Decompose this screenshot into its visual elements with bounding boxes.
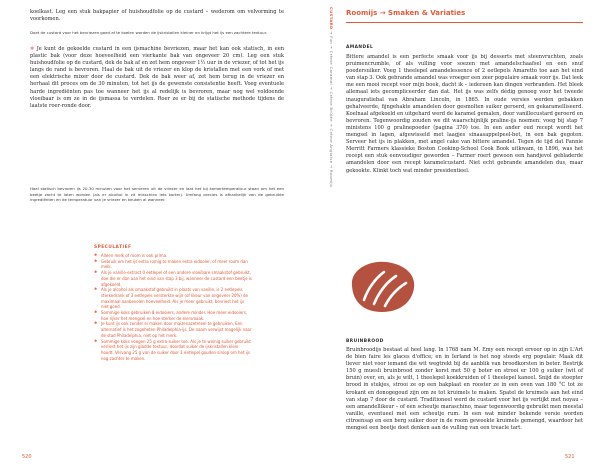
bullet-marker-icon: ✱ [94, 287, 98, 292]
running-head [329, 7, 334, 187]
bullet-marker-icon: ✱ [94, 270, 98, 275]
bread-loaf-icon [346, 256, 418, 316]
bruinbrood-text: Bruinbroodijs bestaat al heel lang. In 1768 nam M. Emy een recept ervoor op in zijn L'Art de bien faire les glaces d'office; en in Ierland is het nog steeds erg populair. Maak dit liever niet voor iemand die wit wegtrekt bij de aanblik van broodkorsten in beter. Bestrijk 150 g muesli bruinbrood zonder korst met 50 g boter en strooi er 100 g suiker (wit of bruin) over, en, als je wilt, 1 theelepel koekkruiden of 1 theelepel kaneel. Snijd de stoepter brood in stukjes, strooi ze op een bakplaat en rooster ze in een oven van 180 °C tot ze krokant en donogegoud zijn om ze tot kruimels te maken. Spatel de kruimels aan het eind van stap 7 door de custard. Traditioneel werd de custard voor het ijs vertijkt met noyau – een amandellikeur – of een scheutje maraschino, maar tegenwoordig gebruikt men meestal vanille, eventueel met een scheutje rum. In een wat minder bekende versie worden citroensap en een berg suiker door in de room geweekte kruimels gemengd, waardoor het mengsel een beetje doet denken aan de vulling van een treacle tart. [346, 347, 583, 432]
amandel-heading: AMANDEL [346, 45, 374, 50]
amandel-text: Bittere amandel is een perfecte smaak voor ijs bij desserts met steenvruchten, zoals pruimencrumble, of als vulling voor soezen met amandelschaafsel en een snuf poedersuiker. Voeg 1 theelepel amandelessence of 2 eetlepels Amaretto toe aan het eind van stap 3. Ook gebrande amandel was vroeger een zeer populaire smaak voor ijs. Dat leek me een mooi recept voor mijn boek, dacht ik – iedereen kan dingen verbranden. Het bleek allemaal iets gecompliceerder dan dat. Het ijs was zelfs dédig genoeg voor het tweede inauguratiebal van Abraham Lincoln, in 1865. In oude versies werden gebakken gehalveerde, fijngehakte amandelen door gesmolten suiker geroerd, en gekaramelliseerd. Koelnaal afgekoeld en uitgehard werd de karamel gemalen, door vanillecustard geroerd en bevroren. Tegenwoordig zouden we dit waarschijnlijk praline-ijs noemen: voeg bij stap 7 ministens 100 g pralinepoeder (pagina 370) toe. In een ander oud recept wordt het mengsel in lagen, afgewisseld met laagjes sinaasappelpeel-bet, in een bak gegoten. Serveer het ijs in plakken, met angel cake van bittere amandel. Tegen de tijd dat Fannie Merritt Farmers klassieke Boston Cooking-School Cook Book uitkwam, in 1896, was het recept een stuk eenvoudiger geworden – Farmer roert gewoon een handjevol gebladerde amandelen door een recept karamelcustard. Niet echt gebrande amandelen dus, maar gekookte. Klinkt toch wat minder presidentieel. [346, 54, 583, 174]
variation-text: Alleen melk of room is ook prima. [101, 253, 168, 258]
variation-item [94, 287, 252, 310]
running-head-chapter: CUSTARD [329, 7, 334, 30]
page-number-left: 520 [22, 454, 32, 460]
running-head-trail: → Fun → Crème Caramel → Crème Brûlée → Crème Anglaise → Roomijs [329, 31, 334, 188]
variation-text: Sommige koks gebruiken 8 eidooiers, andere minder. Hoe meer eidooiers, hoe rijker het mengsel en hoe sterker de eiersmaak. [101, 310, 248, 321]
left-paragraph-2 [30, 46, 284, 110]
left-paragraph-2-text: Je kunt de gekoelde custard in een ijsmachine bevriezen, maar het kan ook statisch, in een plastic bak (voor deze hoeveelheid een vierkante bak van ongeveer 20 cm). Leg een stuk huishoudfolie op de custard, dek de bak af en zet hem ongeveer 1½ uur in de vriezer, of tot het ijs langs de rand is bevroren. Haal de bak uit de vriezer en klop de kristallen met een vork of met een elektrische mixer door de custard. Dek de bak weer af, zet hem terug in de vriezer en herhaal dit proces om de 30 minuten, tot het ijs de gewenste consistentie heeft. Voeg eventuele harde ingrediënten pas toe wanneer het ijs al redelijk is bevroren, maar nog wel voldoende vloeibaar is om ze in de ijsmassa te verdelen. Roer ze er bij de statische methode tijdens de laatste roer-ronde door. [30, 46, 285, 109]
variation-item [94, 259, 252, 270]
variation-item [94, 310, 252, 321]
variation-text: Sommige koks voegen 25 g extra suiker toe. Als je te weinig suiker gebruikt verliest het ijs zijn gladde textuur, doordat suiker de ijskristallen klein houdt. Vervang 25 g van de suiker door 1 eetlepel gouden siroop om het ijs nog zachter te maken. [101, 338, 251, 361]
left-note-2: Haal statisch bevroren ijs 20-30 minuten voor het serveren uit de vriezer en laat het bij kamertemperatuur staan om het een beetje zacht te laten worden (als er alcohol in zit misschien iets korter). Umfang precies is afhankelijk van de gebruikte ingrediënten en de temperatuur van je vriezer en keuken al wanneer. [30, 186, 284, 203]
page-title: Roomijs → Smaken & Variaties [346, 9, 466, 17]
variation-item [94, 321, 252, 338]
variation-item [94, 339, 252, 362]
variation-text: Als je vanille-extract 0 eetlepel of een andere vloeibare smaakstof gebruikt, doe die er dan aan het eind van stap 3 bij, wanneer de custard een beetje is afgekoeld. [101, 270, 252, 287]
page-number-right: 521 [565, 454, 575, 460]
variations-label: SPECULATIEF [94, 245, 132, 250]
bullet-marker-icon: ❄ [30, 46, 37, 52]
variation-text: Je kunt ijs ook zonder ei maken door maizenazetmeel te gebruiken. Een alternatief is het zogeheten Philadelphia-ijs. De naam verwijst mogelijk naar de stad Philadelphia, niet op het merk. [101, 321, 252, 338]
variations-list [94, 245, 252, 361]
left-note-1: Doet de custard voor het bevriezen goed af te koelen worden de ijskristallen kleiner en krijgt het ijs een zachtere textuur. [30, 30, 268, 35]
bullet-marker-icon: ✱ [94, 321, 98, 326]
left-paragraph-1: koelkast. Leg een stuk bakpapier of huishoudfolie op de custard – wederom om velvorming te voorkomen. [30, 9, 284, 23]
variation-item [94, 270, 252, 287]
bullet-marker-icon: ✱ [94, 310, 98, 315]
bullet-marker-icon: ✱ [94, 338, 98, 343]
bruinbrood-heading: BRUINBROOD [346, 339, 384, 344]
bullet-marker-icon: ✱ [94, 258, 98, 263]
title-divider [346, 22, 583, 23]
variation-text: Gebruik om het ijs extra romig te maken extra eidooier, of meer room dan melk. [101, 258, 248, 270]
variation-text: Als je alcohol als smaakstof gebruikt in plaats van vanille, is 2 eetlepels sterkedrank of 3 eetlepels versterkte wijn (of likeur van ongeveer 20%) de maximaal aanbevolen hoeveelheid. Als je meer gebruikt, bevriest het ijs niet goed. [101, 287, 248, 310]
bullet-marker-icon: ✱ [94, 253, 98, 257]
